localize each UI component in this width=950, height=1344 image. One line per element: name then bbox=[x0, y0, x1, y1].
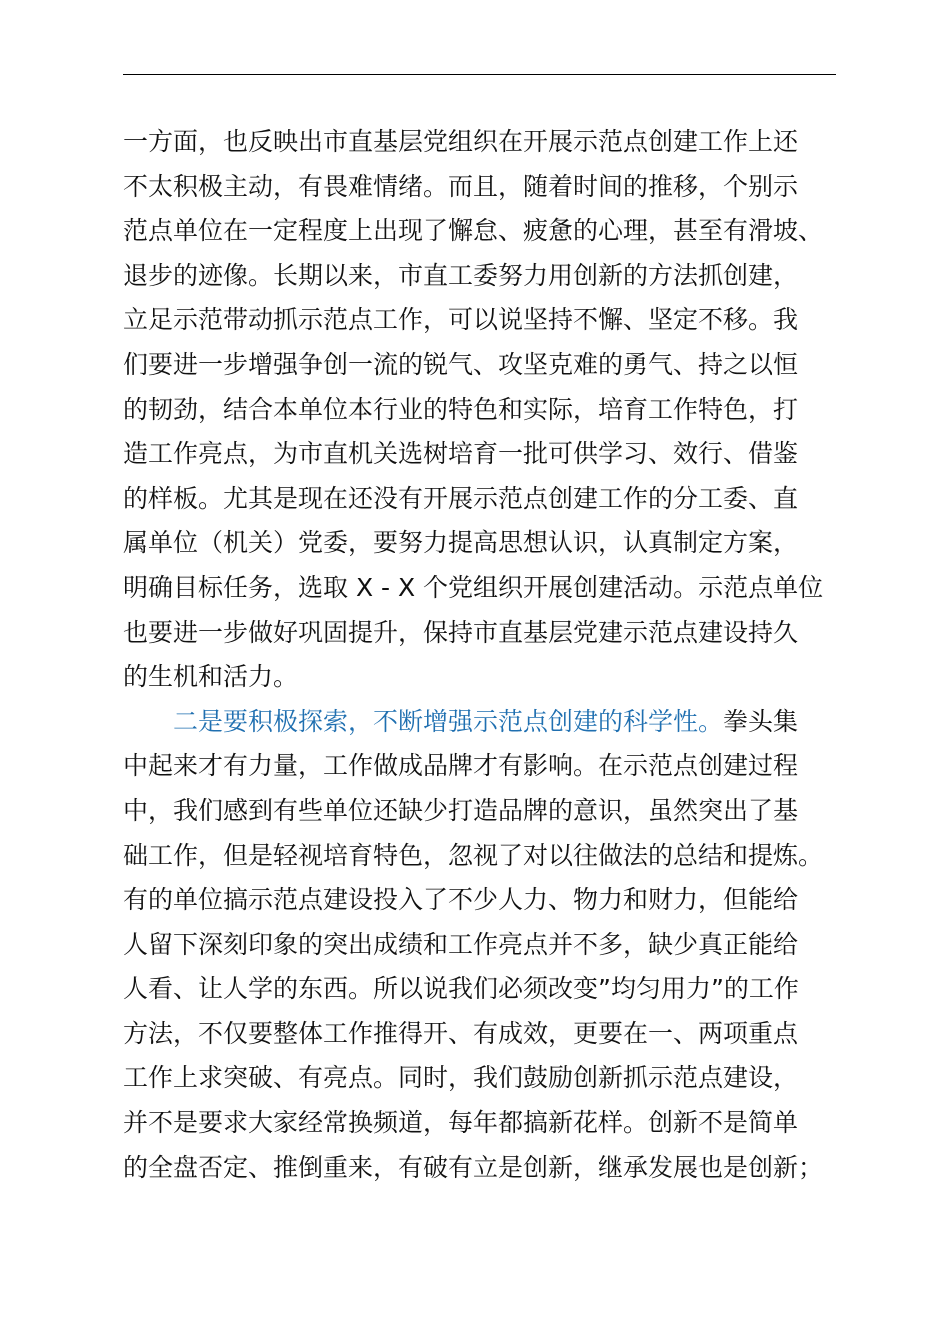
paragraph-2-first-line-rest: 拳头集 bbox=[723, 706, 799, 736]
text-line: 一方面，也反映出市直基层党组织在开展示范点创建工作上还 bbox=[123, 127, 799, 156]
text-line: 造工作亮点，为市直机关选树培育一批可供学习、效行、借鉴 bbox=[123, 439, 799, 469]
text-line: 并不是要求大家经常换频道，每年都搞新花样。创新不是简单 bbox=[123, 1108, 799, 1138]
paragraph-2-first-line bbox=[123, 700, 853, 745]
text-line: 方法，不仅要整体工作推得开、有成效，更要在一、两项重点 bbox=[123, 1018, 799, 1048]
text-line: 础工作，但是轻视培育特色，忽视了对以往做法的总结和提炼。 bbox=[123, 840, 824, 870]
text-line: 明确目标任务，选取 X - X 个党组织开展创建活动。示范点单位 bbox=[123, 572, 824, 602]
text-line: 有的单位搞示范点建设投入了不少人力、物力和财力，但能给 bbox=[123, 885, 799, 915]
document-body bbox=[123, 120, 853, 1190]
text-line: 中起来才有力量，工作做成品牌才有影响。在示范点创建过程 bbox=[123, 751, 799, 781]
text-line: 范点单位在一定程度上出现了懈怠、疲惫的心理，甚至有滑坡、 bbox=[123, 216, 824, 246]
text-line: 工作上求突破、有亮点。同时，我们鼓励创新抓示范点建设， bbox=[123, 1063, 799, 1093]
text-line: 人看、让人学的东西。所以说我们必须改变”均匀用力”的工作 bbox=[123, 974, 799, 1004]
text-line: 人留下深刻印象的突出成绩和工作亮点并不多，缺少真正能给 bbox=[123, 929, 799, 959]
paragraph-2-heading: 二是要积极探索，不断增强示范点创建的科学性。 bbox=[173, 706, 724, 736]
text-line: 不太积极主动，有畏难情绪。而且，随着时间的推移，个别示 bbox=[123, 171, 799, 201]
text-line: 也要进一步做好巩固提升，保持市直基层党建示范点建设持久 bbox=[123, 617, 799, 647]
header-rule bbox=[123, 74, 836, 75]
text-line: 们要进一步增强争创一流的锐气、攻坚克难的勇气、持之以恒 bbox=[123, 349, 799, 379]
text-line: 的全盘否定、推倒重来，有破有立是创新，继承发展也是创新； bbox=[123, 1152, 824, 1182]
text-line: 的韧劲，结合本单位本行业的特色和实际，培育工作特色，打 bbox=[123, 394, 799, 424]
text-line: 退步的迹像。长期以来，市直工委努力用创新的方法抓创建， bbox=[123, 260, 799, 290]
text-line: 的生机和活力。 bbox=[123, 662, 299, 692]
text-line: 中，我们感到有些单位还缺少打造品牌的意识，虽然突出了基 bbox=[123, 795, 799, 825]
text-line: 属单位（机关）党委，要努力提高思想认识，认真制定方案， bbox=[123, 528, 799, 558]
text-line: 立足示范带动抓示范点工作，可以说坚持不懈、坚定不移。我 bbox=[123, 305, 799, 335]
text-line: 的样板。尤其是现在还没有开展示范点创建工作的分工委、直 bbox=[123, 483, 799, 513]
